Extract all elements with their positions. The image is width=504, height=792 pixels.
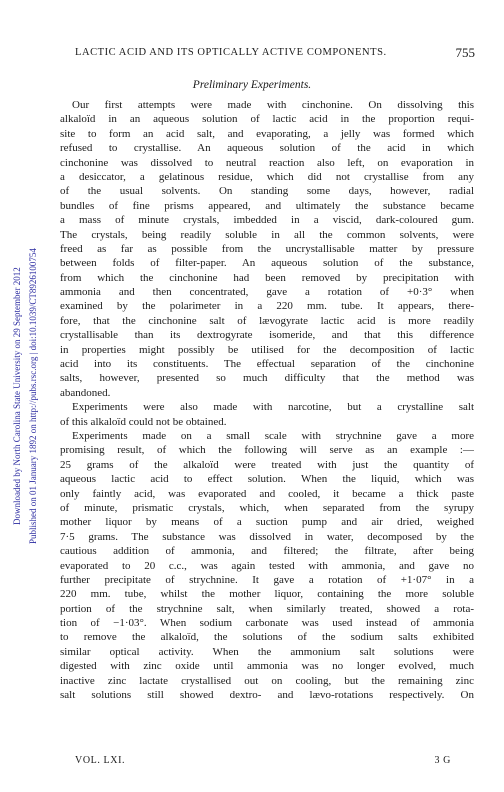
text-line: Experiments made on a small scale with strychnine gave a more [72,429,474,442]
page-number: 755 [455,45,475,60]
text-line: ammonia and then concentrated, gave a rotation of +0·3° when [60,286,474,299]
text-line: site to form an acid salt, and evaporating, a jelly was formed which [60,127,474,140]
text-line: a mass of minute crystals, imbedded in a viscid, dark-coloured gum. [60,214,474,227]
text-line: freed as far as possible from the uncrystallisable matter by pressure [60,242,474,255]
signature-mark: 3 G [434,755,451,766]
text-line: 25 grams of the alkaloïd were treated with just the quantity of [60,458,474,471]
text-line: The crystals, being readily soluble in all the common solvents, were [60,228,474,241]
text-line: 220 mm. tube, whilst the mother liquor, containing the more soluble [60,588,474,601]
text-line: evaporated to 20 c.c., was again tested with ammonia, and gave no [60,559,474,572]
text-line: examined by the polarimeter in a 220 mm. tube. It appears, there- [60,300,474,313]
text-line: salts, however, presented so much difficulty that the method was [60,372,474,385]
volume-label: VOL. LXI. [75,755,126,766]
text-line: acid into its constituents. The effectual separation of the cinchonine [60,358,474,371]
running-title: LACTIC ACID AND ITS OPTICALLY ACTIVE COMPONENTS. [75,47,387,58]
text-line: alkaloïd in an aqueous solution of lactic acid in the proportion requi- [60,113,474,126]
text-line: promising result, of which the following will serve as an example :— [60,444,474,457]
text-line: inactive zinc lactate crystallised out on cooling, but the remaining zinc [60,674,474,687]
text-line: refused to crystallise. An aqueous solution of the acid in which [60,142,474,155]
text-line: portion of the strychnine salt, when similarly treated, showed a rota- [60,602,474,615]
section-heading: Preliminary Experiments. [192,79,312,91]
text-line: of minute, prismatic crystals, which, when separated from the syrupy [60,501,474,514]
text-line: of the usual solvents. On standing some days, however, radial [60,185,474,198]
text-line: salt solutions still showed dextro- and lævo-rotations respectively. On [60,689,474,702]
text-line: fore, that the cinchonine salt of lævogyrate lactic acid is more readily [60,314,474,327]
text-line: a desiccator, a gelatinous residue, which did not crystallise from any [60,170,474,183]
download-watermark: Downloaded by North Carolina State University on 29 September 2012 [12,267,22,525]
text-line: tion of −1·03°. When sodium carbonate was used instead of ammonia [60,617,474,630]
text-line: crystallisable than its dextrogyrate isomeride, and that this difference [60,329,474,342]
text-line: aqueous lactic acid to effect solution. When the liquid, which was [60,473,474,486]
body-text [60,98,474,702]
text-line: digested with zinc oxide until ammonia was no longer evolved, much [60,660,474,673]
text-line: only faintly acid, was evaporated and cooled, it became a thick paste [60,487,474,500]
text-line: 7·5 grams. The substance was dissolved in water, decomposed by the [60,530,474,543]
text-line: mother liquor by means of a suction pump and air dried, weighed [60,516,474,529]
text-line: cautious addition of ammonia, and filtered; the filtrate, after being [60,545,474,558]
text-line: further precipitate of strychnine. It gave a rotation of +1·07° in a [60,573,474,586]
text-line: of this alkaloïd could not be obtained. [60,415,227,428]
publication-watermark: Published on 01 January 1892 on http://pubs.rsc.org | doi:10.1039/CT8926100754 [28,248,38,544]
text-line: Our first attempts were made with cinchonine. On dissolving this [72,99,474,111]
running-header [75,47,475,61]
text-line: to remove the alkaloïd, the solutions of the sodium salts exhibited [60,631,474,644]
text-line: abandoned. [60,386,111,399]
text-line: between folds of filter-paper. An aqueous solution of the substance, [60,257,474,270]
text-line: similar optical activity. When the ammonium salt solutions were [60,645,474,658]
text-line: in properties might possibly be utilised for the decomposition of lactic [60,343,474,356]
text-line: bundles of fine prisms appeared, and ultimately the substance became [60,199,474,212]
page-footer [75,755,451,769]
text-line: Experiments were also made with narcotine, but a crystalline salt [72,401,474,414]
text-line: cinchonine was dissolved to neutral reaction also left, on evaporation in [60,156,474,169]
text-line: from which the cinchonine had been removed by precipitation with [60,271,474,284]
